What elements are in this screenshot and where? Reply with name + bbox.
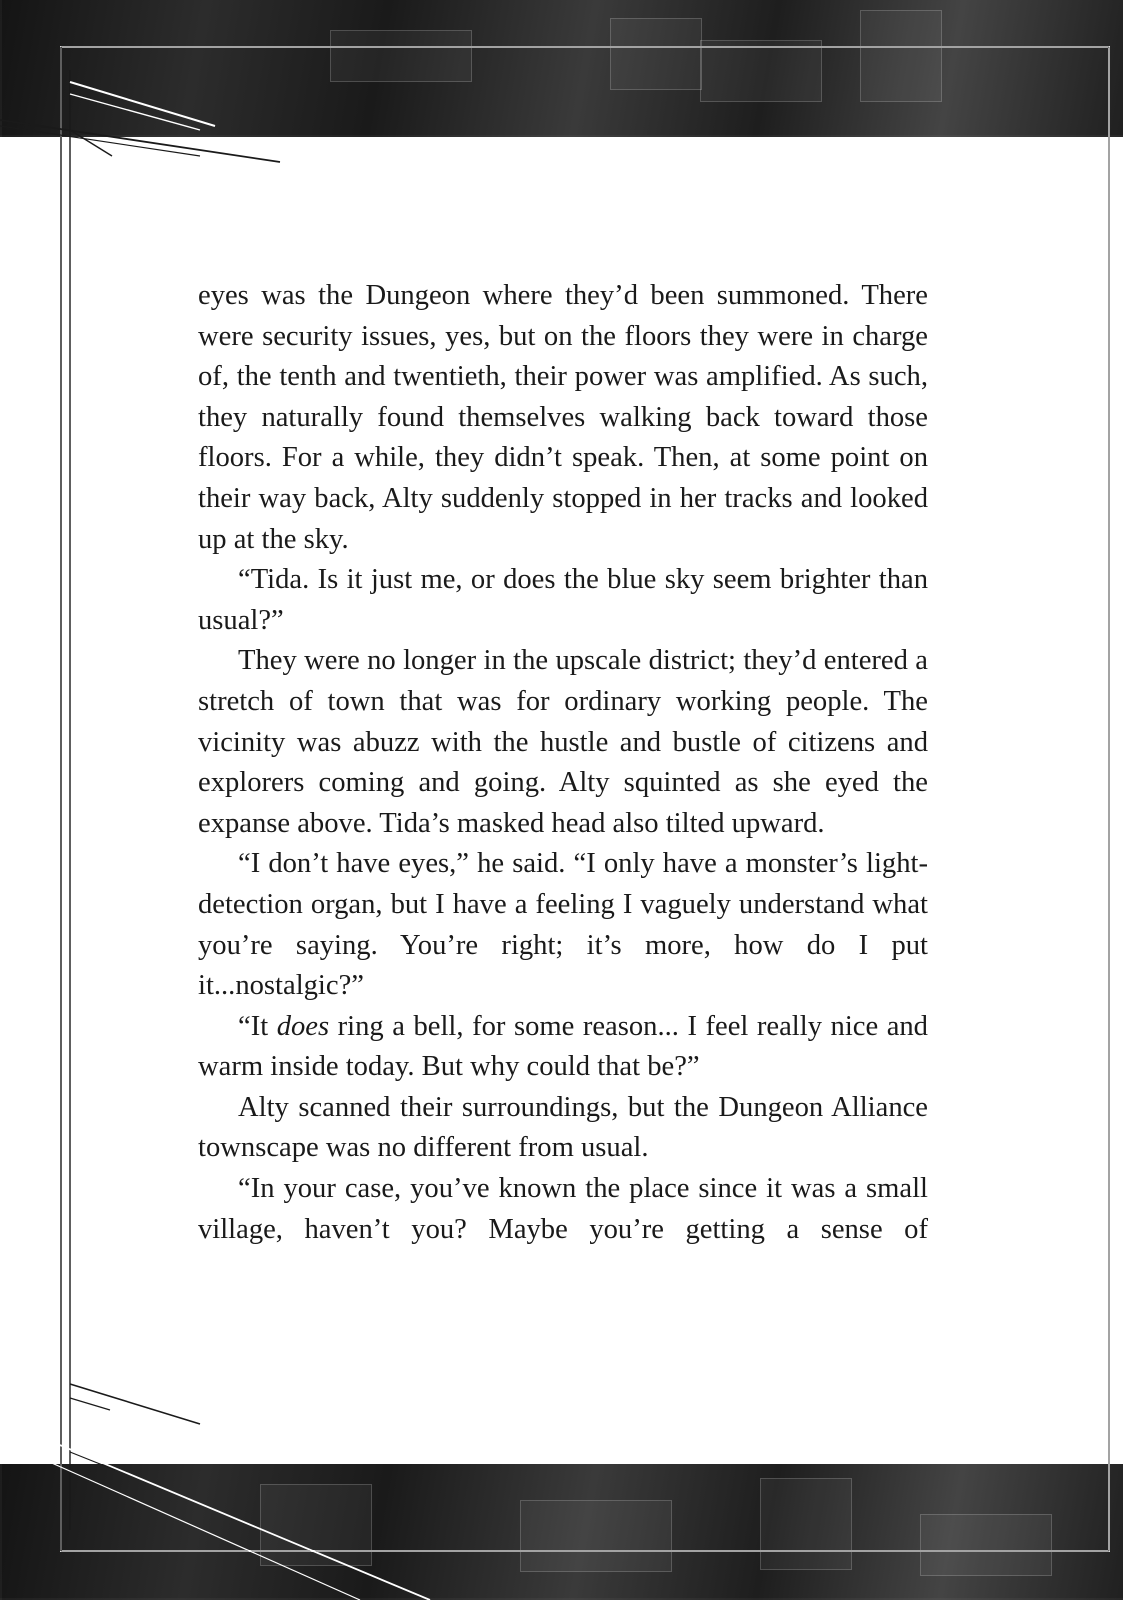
paragraph: They were no longer in the upscale district; they’d entered a stretch of town that was for ordinary working people. The vicinity was abuzz with the hustle and bustle of citizens and explorers coming and going. Alty squinted as she eyed the expanse above. Tida’s masked head also tilted upward. [198,645,928,839]
bottom-decorative-band [0,1464,1123,1600]
paragraph: “I don’t have eyes,” he said. “I only have a monster’s light-detection organ, but I have a feeling I vaguely understand what you’re saying. You’re right; it’s more, how do I put it...nostalgic?” [198,848,928,1002]
paragraph-text: ring a bell, for some reason... I feel really nice and warm inside today. But why could that be?” [198,1010,928,1083]
top-decorative-band [0,0,1123,137]
band-light-panel [860,10,942,102]
paragraph: “In your case, you’ve known the place since it was a small village, haven’t you? Maybe you’re getting a sense of [198,1173,928,1245]
band-light-panel [920,1514,1052,1576]
band-light-panel [700,40,822,102]
band-light-panel [760,1478,852,1570]
paragraph: “Tida. Is it just me, or does the blue sky seem brighter than usual?” [198,564,928,636]
emphasized-word: does [276,1010,330,1042]
band-light-panel [520,1500,672,1572]
paragraph-text: “It [238,1010,277,1042]
band-light-panel [610,18,702,90]
band-light-panel [330,30,472,82]
paragraph [198,1007,928,1088]
band-light-panel [260,1484,372,1566]
paragraph: eyes was the Dungeon where they’d been summoned. There were security issues, yes, but on the floors they were in charge of, the tenth and twentieth, their power was amplified. As such, they naturally found themselves walking back toward those floors. For a while, they didn’t speak. Then, at some point on their way back, Alty suddenly stopped in her tracks and looked up at the sky. [198,280,928,555]
paragraph: Alty scanned their surroundings, but the Dungeon Alliance townscape was no different from usual. [198,1091,928,1164]
body-text [198,276,928,1250]
